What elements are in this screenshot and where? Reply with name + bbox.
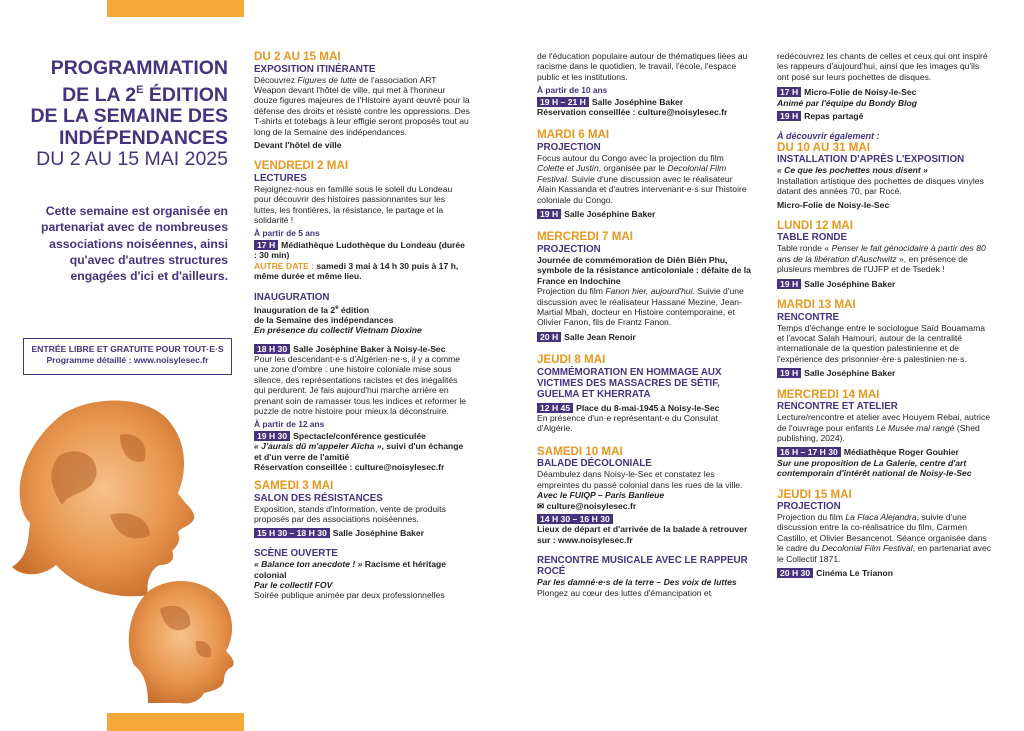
entry-info-box: ENTRÉE LIBRE ET GRATUITE POUR TOUT·E·S Programme détaillé : www.noisylesec.fr [23,338,232,375]
time-badge: 20 H [537,332,561,342]
time-badge: 14 H 30 – 16 H 30 [537,514,613,524]
event-rencontre-musicale: RENCONTRE MUSICALE AVEC LE RAPPEUR ROCÉ Par les damné·e·s de la terre – Des voix de luttes Plongez au cœur des luttes d'émancipation et [537,555,748,598]
time-badge: 20 H 30 [777,568,813,578]
program-column-3 [777,51,993,585]
time-badge: 19 H 30 [254,431,290,441]
intro-text: Cette semaine est organisée en partenariat avec de nombreuses associations noiséennes, ainsi qu'avec d'autres structures engagées d'ici et d'ailleurs. [41,204,228,284]
reservation-email[interactable]: Réservation conseillée : culture@noisylesec.fr [537,107,728,118]
event-installation: À découvrir également : DU 10 AU 31 MAI INSTALLATION D'APRÈS L'EXPOSITION « Ce que les pochettes nous disent » Installation artistique des pochettes de disques vinyles datant des années 70, par Rocé. Micro-Folie de Noisy-le-Sec [777,131,984,210]
time-badge: 15 H 30 – 18 H 30 [254,528,330,538]
reservation-email[interactable]: Réservation conseillée : culture@noisylesec.fr [254,462,445,473]
mail-icon: ✉ [537,500,547,511]
event-projection-flaca: JEUDI 15 MAI PROJECTION Projection du film La Flaca Alejandra, suivie d'une discussion entre la co-réalisatrice du film, Carmen Castillo, et Olivier Besancenot. Séance organisée dans le cadre du Decolonial Film Festival, en partenariat avec le Collectif 1871. 20 H 30 Cinéma Le Trianon [777,487,992,579]
event-projection-congo: MARDI 6 MAI PROJECTION Focus autour du Congo avec la projection du film Colette et Justin, organisée par le Decolonial Film Festival. Suivie d'une discussion avec le réalisateur Alain Kassanda et d'autres intervenant·e·s sur l'histoire coloniale du Congo. 19 H Salle Joséphine Baker [537,128,747,219]
time-badge: 19 H [777,279,801,289]
page-title: PROGRAMMATION DE LA $2^E$ ÉDITION DE LA SEMAINE DES INDÉPENDANCES DU 2 AU 15 MAI 2025 [20,58,228,171]
time-badge: 17 H [777,87,801,97]
top-accent-bar [107,0,244,17]
event-scene-ouverte: SCÈNE OUVERTE « Balance ton anecdote ! » Racisme et héritage colonial Par le collectif FOV Soirée publique animée par deux professionnelles [254,548,447,601]
event-projection-fanon: MERCREDI 7 MAI PROJECTION Journée de commémoration de Diên Biên Phu, symbole de la résistance anticoloniale : défaite de la France en Indochine Projection du film Fanon hier, aujourd'hui. Suivie d'une discussion avec le réalisateur Hassane Mezine, Jean-Martial Mbah, docteur en Histoire contemporaine, et Olivier Fanon, fils de Frantz Fanon. 20 H Salle Jean Renoir [537,230,751,342]
time-badge: 17 H [254,240,278,250]
contact-email[interactable]: ✉ culture@noisylesec.fr [537,500,637,511]
program-link[interactable]: Programme détaillé : www.noisylesec.fr [46,355,209,365]
profiles-illustration [0,395,240,705]
bottom-accent-bar [107,713,244,731]
event-exposition: DU 2 AU 15 MAI EXPOSITION ITINÉRANTE Découvrez Figures de lutte de l'association ART Weapon devant l'hôtel de ville, qui met à l'honneur douze figures majeures de l'Histoire ayant œuvré pour la défense des droits et résisté contre les oppressions. Des T-shirts et totebags à leur effigie seront proposés tout au long de la Semaine des indépendances. Devant l'hôtel de ville [254,50,470,150]
time-badge: 18 H 30 [254,344,290,354]
event-continued: de l'éducation populaire autour de thématiques liées au racisme dans le quotidien, le travail, l'école, l'espace public et les institutions. À partir de 10 ans 19 H – 21 H Salle Joséphine Baker Réservation conseillée : culture@noisylesec.fr [537,51,751,117]
small-profile-head [129,581,234,704]
event-commemoration: JEUDI 8 MAI COMMÉMORATION EN HOMMAGE AUX VICTIMES DES MASSACRES DE SÉTIF, GUELMA ET KHERRATA 12 H 45 Place du 8-mai-1945 à Noisy-le-Sec En présence d'un·e représentant·e du Consulat d'Algérie. [537,353,722,434]
time-badge: 19 H [777,111,801,121]
event-balade: SAMEDI 10 MAI BALADE DÉCOLONIALE Déambulez dans Noisy-le-Sec et constatez les empreintes du passé colonial dans les rues de la ville. Avec le FUIQP – Paris Banlieue ✉ culture@noisylesec.fr 14 H 30 – 16 H 30 Lieux de départ et d'arrivée de la balade à retrouver sur : www.noisylesec.fr [537,446,751,545]
time-badge: 19 H [537,209,561,219]
event-inauguration: INAUGURATION Inauguration de la 2e édition de la Semaine des indépendances En présence du collectif Vietnam Dioxine 18 H 30 Salle Joséphine Baker à Noisy-le-Sec Pour les descendant·e·s d'Algérien·ne·s, il y a comme une zone d'ombre : une histoire coloniale mise sous silence, des représentations racistes et des inégalités qui perdurent. Je fais aujourd'hui marche arrière en prenant soin de ramasser tous les indices et reformer le puzzle de notre histoire pour mieux la déconstruire. À partir de 12 ans 19 H 30 Spectacle/conférence gesticulée « J'aurais dû m'appeler Aïcha », suivi d'un échange et d'un verre de l'amitié Réservation conseillée : culture@noisylesec.fr [254,292,470,473]
event-lectures: VENDREDI 2 MAI LECTURES Rejoignez-nous en famille sous le soleil du Londeau pour découvrir des histoires passionnantes sur les luttes, les frontières, la résistance, le partage et la solidarité ! À partir de 5 ans 17 H Médiathèque Ludothèque du Londeau (durée : 30 min) AUTRE DATE : samedi 3 mai à 14 h 30 puis à 17 h, même durée et même lieu. [254,159,465,282]
event-rencontre: MARDI 13 MAI RENCONTRE Temps d'échange entre le sociologue Saïd Bouamama et l'avocat Salah Hamouri, autour de la centralité internationale de la question palestinienne et de l'expérience des prisonnier·ère·s palestinien·ne·s. 19 H Salle Joséphine Baker [777,298,986,379]
time-badge: 16 H – 17 H 30 [777,447,841,457]
large-profile-head [12,401,194,597]
program-column-1 [254,51,470,607]
time-badge: 19 H – 21 H [537,97,589,107]
program-column-2 [537,51,751,604]
event-continued-musicale: redécouvrez les chants de celles et ceux qui ont inspiré les rappeurs d'aujourd'hui, ainsi que les images qu'ils ont posé sur leurs pochettes de disques. 17 H Micro-Folie de Noisy-le-Sec Animé par l'équipe du Bondy Blog 19 H Repas partagé [777,51,988,122]
event-atelier: MERCREDI 14 MAI RENCONTRE ET ATELIER Lecture/rencontre et atelier avec Houyem Rebai, autrice de l'ouvrage pour enfants Le Musée mal rangé (Shed publishing, 2024). 16 H – 17 H 30 Médiathèque Roger Gouhier Sur une proposition de La Galerie, centre d'art contemporain d'intérêt national de Noisy-le-Sec [777,387,991,479]
time-badge: 19 H [777,368,801,378]
event-dates: DU 2 AU 15 MAI 2025 [36,148,228,170]
event-table-ronde: LUNDI 12 MAI TABLE RONDE Table ronde « Penser le fait génocidaire à partir des 80 ans de la libération d'Auschwitz », en présence de plusieurs membres de l'UJFP et de Tsedek ! 19 H Salle Joséphine Baker [777,218,986,289]
time-badge: 12 H 45 [537,403,573,413]
event-salon: SAMEDI 3 MAI SALON DES RÉSISTANCES Exposition, stands d'information, vente de produits proposés par des associations noiséennes. 15 H 30 – 18 H 30 Salle Joséphine Baker [254,479,446,538]
